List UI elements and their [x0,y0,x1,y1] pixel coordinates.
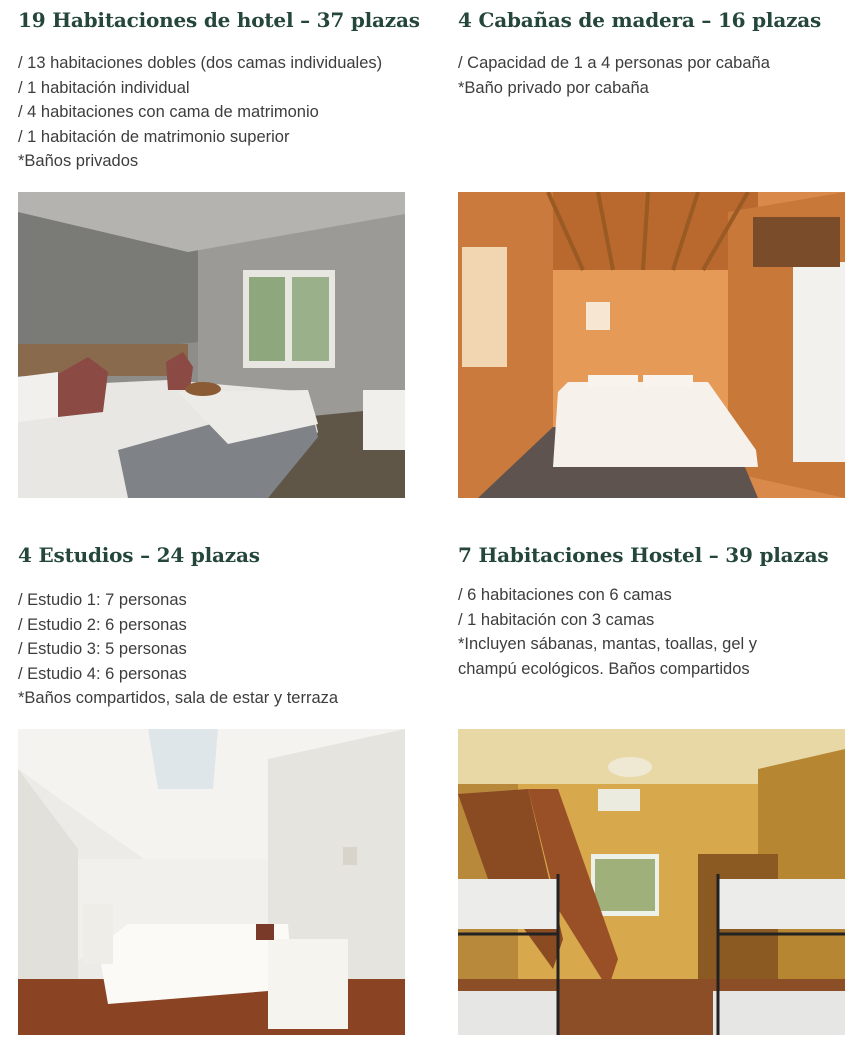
hotel-rooms-list [18,51,382,174]
hostel-rooms-list [458,583,757,681]
list-item: / 13 habitaciones dobles (dos camas individuales) [18,54,383,72]
wooden-cabin-photo [458,192,845,498]
list-item: *Baños privados [18,152,139,170]
studios-list [18,588,338,711]
hostel-rooms-title: 7 Habitaciones Hostel – 39 plazas [458,543,829,567]
list-item: / Estudio 3: 5 personas [18,640,187,658]
list-item: *Baños compartidos, sala de estar y terraza [18,689,339,707]
studio-photo [18,729,405,1035]
hotel-rooms-title: 19 Habitaciones de hotel – 37 plazas [18,8,420,32]
hostel-room-photo [458,729,845,1035]
list-item: *Incluyen sábanas, mantas, toallas, gel y [458,635,758,653]
wooden-cabins-list [458,51,770,100]
list-item: / Estudio 2: 6 personas [18,615,187,634]
studios-title: 4 Estudios – 24 plazas [18,543,260,567]
list-item: / 1 habitación con 3 camas [458,610,655,629]
list-item: / 4 habitaciones con cama de matrimonio [18,103,319,121]
list-item: / Estudio 1: 7 personas [18,591,187,609]
list-item: / 1 habitación individual [18,78,190,97]
wooden-cabins-title: 4 Cabañas de madera – 16 plazas [458,8,822,32]
list-item: *Baño privado por cabaña [458,78,649,97]
hotel-room-photo [18,192,405,498]
list-item: / 1 habitación de matrimonio superior [18,127,290,146]
list-item: champú ecológicos. Baños compartidos [458,659,750,678]
list-item: / 6 habitaciones con 6 camas [458,586,672,604]
list-item: / Capacidad de 1 a 4 personas por cabaña [458,54,770,72]
list-item: / Estudio 4: 6 personas [18,664,187,683]
